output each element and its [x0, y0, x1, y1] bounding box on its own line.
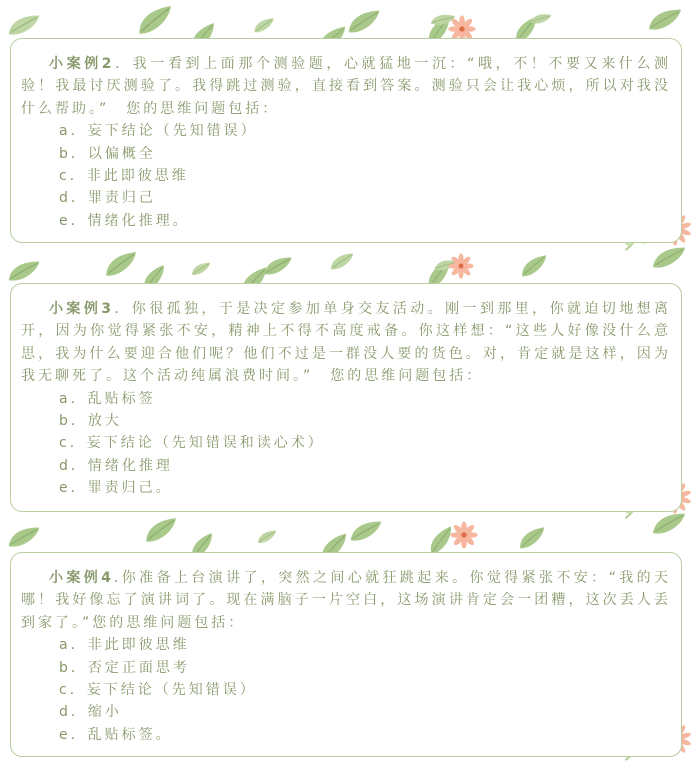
leaf-icon — [261, 254, 295, 277]
list-item: c．妄下结论（先知错误） — [59, 682, 257, 699]
list-item: e．罪责归己。 — [59, 480, 173, 497]
leaf-icon — [255, 528, 279, 545]
leaf-icon — [140, 513, 183, 545]
leaf-icon — [5, 524, 44, 550]
list-item: a．乱贴标签 — [59, 390, 156, 407]
case-title-separator: . — [113, 570, 122, 586]
list-item: c．妄下结论（先知错误和读心术） — [59, 435, 325, 452]
leaf-icon — [649, 243, 690, 270]
leaf-icon — [649, 509, 690, 536]
list-item: e．乱贴标签。 — [59, 726, 173, 743]
leaf-icon — [516, 252, 552, 280]
leaf-icon — [347, 518, 386, 544]
list-item: a．非此即彼思维 — [59, 637, 190, 654]
case-body-text: 你准备上台演讲了，突然之间心就狂跳起来。你觉得紧张不安：“我的天哪！我好像忘了演讲词了。现在满脑子一片空白，这场演讲肯定会一团糟，这次丢人丢到家了。”您的思维问题包括： — [21, 570, 671, 631]
list-item: c．非此即彼思维 — [59, 168, 189, 185]
leaf-icon — [100, 247, 143, 279]
case-title: 小案例3 — [49, 301, 114, 317]
case-paragraph — [21, 298, 671, 388]
list-item: a．妄下结论（先知错误） — [59, 123, 258, 140]
leaf-icon — [343, 6, 385, 35]
list-item: d．情绪化推理 — [59, 457, 173, 474]
case-paragraph — [21, 567, 671, 634]
leaf-icon — [530, 11, 553, 26]
case-body-text: 我一看到上面那个测验题，心就猛地一沉：“哦，不！不要又来什么测验！我最讨厌测验了。我得跳过测验，直接看到答案。测验只会让我心烦，所以对我没什么帮助。” 您的思维问题包括： — [21, 56, 671, 117]
list-item: b．放大 — [59, 413, 122, 430]
flower-icon — [450, 521, 478, 549]
leaf-icon — [429, 10, 457, 28]
case-title-separator: ． — [113, 301, 132, 317]
case-card-3 — [10, 283, 682, 512]
leaf-icon — [189, 260, 213, 277]
list-item: b．否定正面思考 — [59, 659, 190, 676]
case-body-text: 你很孤独，于是决定参加单身交友活动。刚一到那里，你就迫切地想离开，因为你觉得紧张不安，精神上不得不高度戒备。你这样想：“这些人好像没什么意思，我为什么要迎合他们呢？他们不过是一群没人要的货色。对，肯定就是这样，因为我无聊死了。这个活动纯属浪费时间。” 您的思维问题包括： — [21, 301, 672, 385]
case-title-separator: ． — [114, 56, 133, 72]
leaf-icon — [131, 1, 179, 38]
leaf-icon — [514, 524, 550, 552]
case-title: 小案例2 — [49, 56, 115, 72]
leaf-icon — [327, 250, 358, 271]
leaf-icon — [5, 258, 44, 284]
leaf-icon — [645, 5, 686, 32]
case-card-4 — [10, 552, 682, 757]
list-item: e．情绪化推理。 — [59, 212, 190, 229]
case-paragraph — [21, 53, 671, 120]
case-title: 小案例4 — [49, 570, 114, 586]
thinking-problem-list — [21, 120, 671, 232]
flower-icon — [448, 253, 474, 279]
leaf-icon — [5, 12, 44, 38]
list-item: d．罪责归己 — [59, 190, 156, 207]
leaf-icon — [251, 16, 277, 35]
list-item: d．缩小 — [59, 704, 122, 721]
thinking-problem-list — [21, 634, 671, 746]
leaf-icon — [433, 257, 458, 273]
thinking-problem-list — [21, 388, 671, 500]
list-item: b．以偏概全 — [59, 145, 156, 162]
case-card-2 — [10, 38, 682, 243]
